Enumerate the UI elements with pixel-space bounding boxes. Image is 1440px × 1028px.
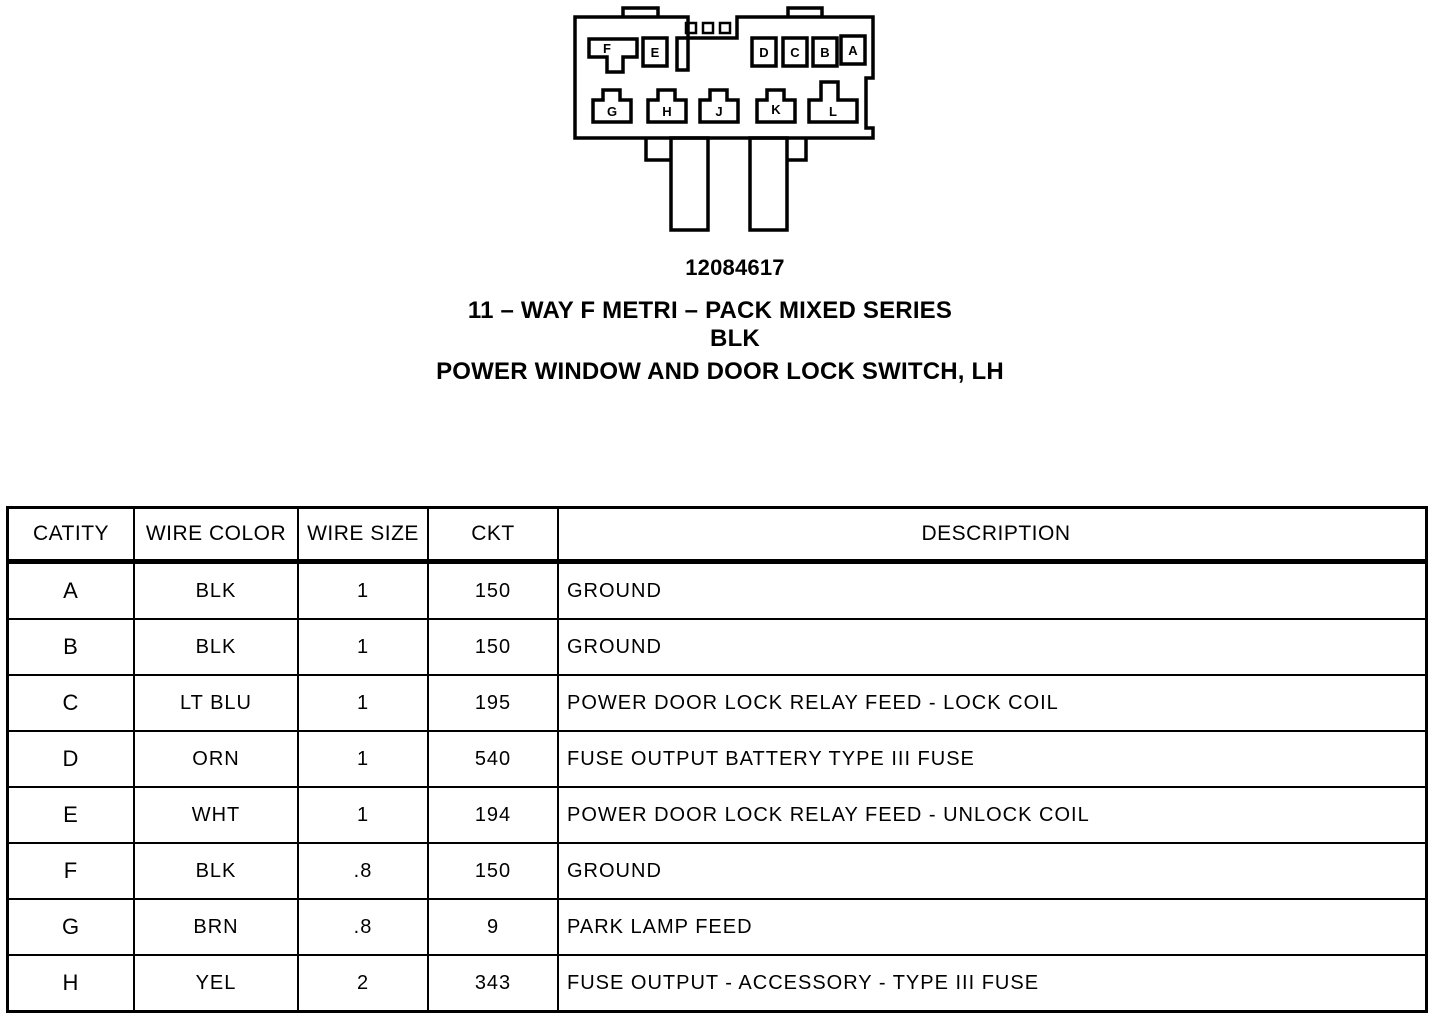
cell-wire-size: 1 [298,675,428,731]
cell-description: POWER DOOR LOCK RELAY FEED - LOCK COIL [558,675,1427,731]
cell-wire-color: LT BLU [134,675,298,731]
table-row [8,619,1427,675]
table-row [8,562,1427,620]
cell-ckt: 150 [428,562,558,620]
cell-wire-size: 1 [298,787,428,843]
pin-label-c: C [790,45,800,60]
pin-label-d: D [759,45,769,60]
cell-description: FUSE OUTPUT BATTERY TYPE III FUSE [558,731,1427,787]
cell-ckt: 150 [428,619,558,675]
cell-ckt: 540 [428,731,558,787]
cell-cavity: E [8,787,135,843]
cell-wire-color: BLK [134,619,298,675]
cell-wire-size: 1 [298,731,428,787]
header-wire-size: WIRE SIZE [298,508,428,562]
cell-wire-size: .8 [298,843,428,899]
table-row [8,955,1427,1012]
cell-description: PARK LAMP FEED [558,899,1427,955]
cell-wire-color: BRN [134,899,298,955]
cell-cavity: C [8,675,135,731]
cell-wire-color: ORN [134,731,298,787]
cell-cavity: F [8,843,135,899]
header-description: DESCRIPTION [558,508,1427,562]
cell-ckt: 9 [428,899,558,955]
connector-color-caption: BLK [710,325,760,352]
cell-cavity: A [8,562,135,620]
cell-wire-color: BLK [134,562,298,620]
cell-cavity: D [8,731,135,787]
cell-description: FUSE OUTPUT - ACCESSORY - TYPE III FUSE [558,955,1427,1012]
table-header-row [8,508,1427,562]
part-number: 12084617 [685,255,785,280]
cell-description: GROUND [558,843,1427,899]
cell-description: POWER DOOR LOCK RELAY FEED - UNLOCK COIL [558,787,1427,843]
cell-wire-size: 2 [298,955,428,1012]
table-row [8,787,1427,843]
cell-description: GROUND [558,562,1427,620]
pin-label-j: J [715,104,723,119]
pin-label-k: K [771,102,781,117]
pin-label-e: E [650,45,660,60]
table-row [8,899,1427,955]
component-caption: POWER WINDOW AND DOOR LOCK SWITCH, LH [436,358,1004,385]
cell-cavity: H [8,955,135,1012]
header-cavity: CATITY [8,508,135,562]
pin-label-b: B [820,45,830,60]
cell-wire-color: WHT [134,787,298,843]
pin-label-f: F [603,41,611,56]
pin-label-l: L [829,104,837,119]
cell-cavity: B [8,619,135,675]
header-wire-color: WIRE COLOR [134,508,298,562]
pin-label-h: H [662,104,672,119]
table-row [8,675,1427,731]
cell-wire-color: BLK [134,843,298,899]
cell-ckt: 343 [428,955,558,1012]
connector-diagram [0,0,1440,250]
pin-label-g: G [606,104,618,119]
header-ckt: CKT [428,508,558,562]
cell-wire-color: YEL [134,955,298,1012]
cell-wire-size: 1 [298,562,428,620]
connector-type-caption: 11 – WAY F METRI – PACK MIXED SERIES [467,297,953,324]
table-row [8,731,1427,787]
cell-ckt: 150 [428,843,558,899]
cell-wire-size: 1 [298,619,428,675]
table-row [8,843,1427,899]
cell-wire-size: .8 [298,899,428,955]
cell-ckt: 195 [428,675,558,731]
cell-cavity: G [8,899,135,955]
cell-ckt: 194 [428,787,558,843]
cell-description: GROUND [558,619,1427,675]
pinout-table [6,506,1428,1013]
pin-label-a: A [848,43,858,58]
